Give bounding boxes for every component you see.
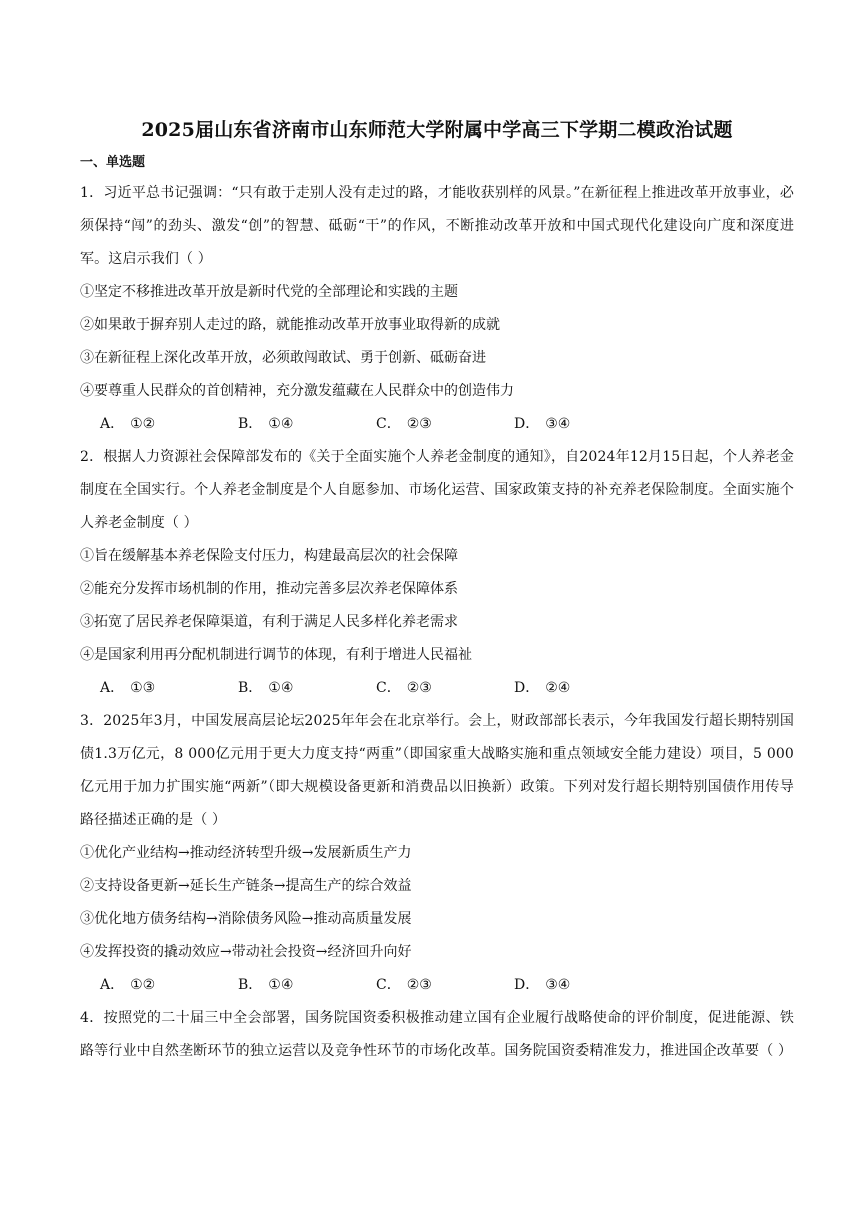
statement-option: ④要尊重人民群众的首创精神，充分激发蕴藏在人民群众中的创造伟力 <box>80 383 514 399</box>
statement-option: ③拓宽了居民养老保障渠道，有利于满足人民多样化养老需求 <box>80 614 458 630</box>
choice-letter: B． <box>238 416 263 432</box>
question-1 <box>80 177 794 441</box>
section-heading: 一、单选题 <box>80 155 146 170</box>
choice-letter: A． <box>100 977 125 993</box>
choice-letter: C． <box>376 680 401 696</box>
answer-choice[interactable] <box>376 969 514 1002</box>
choice-text: ①③ <box>130 680 156 696</box>
answer-choice[interactable] <box>100 672 238 705</box>
choice-text: ①② <box>130 977 156 993</box>
statement-option: ①旨在缓解基本养老保险支付压力，构建最高层次的社会保障 <box>80 548 458 564</box>
question-list <box>80 177 794 1068</box>
answer-choice[interactable] <box>238 672 376 705</box>
choice-text: ③④ <box>545 977 571 993</box>
choice-letter: A． <box>100 416 125 432</box>
answer-choice[interactable] <box>238 408 376 441</box>
statement-option: ④是国家利用再分配机制进行调节的体现，有利于增进人民福祉 <box>80 647 472 663</box>
answer-choice[interactable] <box>376 672 514 705</box>
statement-option: ①坚定不移推进改革开放是新时代党的全部理论和实践的主题 <box>80 284 458 300</box>
statement-option: ③优化地方债务结构→消除债务风险→推动高质量发展 <box>80 911 412 927</box>
choice-text: ①④ <box>268 680 294 696</box>
question-stem: 4．按照党的二十届三中全会部署，国务院国资委积极推动建立国有企业履行战略使命的评价制度，促进能源、铁路等行业中自然垄断环节的独立运营以及竞争性环节的市场化改革。国务院国资委精准发力，推进国企改革要（ ） <box>80 1010 794 1059</box>
statement-option: ②支持设备更新→延长生产链条→提高生产的综合效益 <box>80 878 412 894</box>
choice-text: ①④ <box>268 416 294 432</box>
choice-text: ③④ <box>545 416 571 432</box>
choice-letter: C． <box>376 977 401 993</box>
page-title: 2025届山东省济南市山东师范大学附属中学高三下学期二模政治试题 <box>141 119 733 141</box>
answer-choices <box>80 672 794 705</box>
question-stem: 1．习近平总书记强调：“只有敢于走别人没有走过的路，才能收获别样的风景。”在新征程上推进改革开放事业，必须保持“闯”的劲头、激发“创”的智慧、砥砺“干”的作风，不断推动改革开放和中国式现代化建设向广度和深度进军。这启示我们（ ） <box>80 185 794 267</box>
answer-choice[interactable] <box>514 969 652 1002</box>
statement-option: ②能充分发挥市场机制的作用，推动完善多层次养老保障体系 <box>80 581 458 597</box>
choice-letter: C． <box>376 416 401 432</box>
choice-letter: D． <box>514 977 540 993</box>
answer-choice[interactable] <box>376 408 514 441</box>
answer-choice[interactable] <box>238 969 376 1002</box>
choice-letter: B． <box>238 977 263 993</box>
answer-choice[interactable] <box>514 408 652 441</box>
choice-text: ②③ <box>406 977 432 993</box>
choice-text: ①④ <box>268 977 294 993</box>
choice-text: ②③ <box>406 416 432 432</box>
answer-choices <box>80 408 794 441</box>
choice-letter: D． <box>514 680 540 696</box>
choice-letter: D． <box>514 416 540 432</box>
question-3 <box>80 705 794 1002</box>
choice-text: ②④ <box>545 680 571 696</box>
choice-text: ②③ <box>406 680 432 696</box>
question-stem: 3．2025年3月，中国发展高层论坛2025年年会在北京举行。会上，财政部部长表示，今年我国发行超长期特别国债1.3万亿元，8 000亿元用于更大力度支持“两重”（即国家重大战略实施和重点领域安全能力建设）项目，5 000亿元用于加力扩围实施“两新”（即大规模设备更新和消费品以旧换新）政策。下列对发行超长期特别国债作用传导路径描述正确的是（ ） <box>80 713 794 828</box>
question-2 <box>80 441 794 705</box>
question-4 <box>80 1002 794 1068</box>
answer-choice[interactable] <box>514 672 652 705</box>
choice-text: ①② <box>130 416 156 432</box>
statement-option: ④发挥投资的撬动效应→带动社会投资→经济回升向好 <box>80 944 412 960</box>
statement-option: ②如果敢于摒弃别人走过的路，就能推动改革开放事业取得新的成就 <box>80 317 500 333</box>
statement-option: ①优化产业结构→推动经济转型升级→发展新质生产力 <box>80 845 412 861</box>
statement-option: ③在新征程上深化改革开放，必须敢闯敢试、勇于创新、砥砺奋进 <box>80 350 486 366</box>
choice-letter: B． <box>238 680 263 696</box>
answer-choices <box>80 969 794 1002</box>
question-stem: 2．根据人力资源社会保障部发布的《关于全面实施个人养老金制度的通知》，自2024年12月15日起，个人养老金制度在全国实行。个人养老金制度是个人自愿参加、市场化运营、国家政策支持的补充养老保险制度。全面实施个人养老金制度（ ） <box>80 449 794 531</box>
answer-choice[interactable] <box>100 969 238 1002</box>
choice-letter: A． <box>100 680 125 696</box>
answer-choice[interactable] <box>100 408 238 441</box>
